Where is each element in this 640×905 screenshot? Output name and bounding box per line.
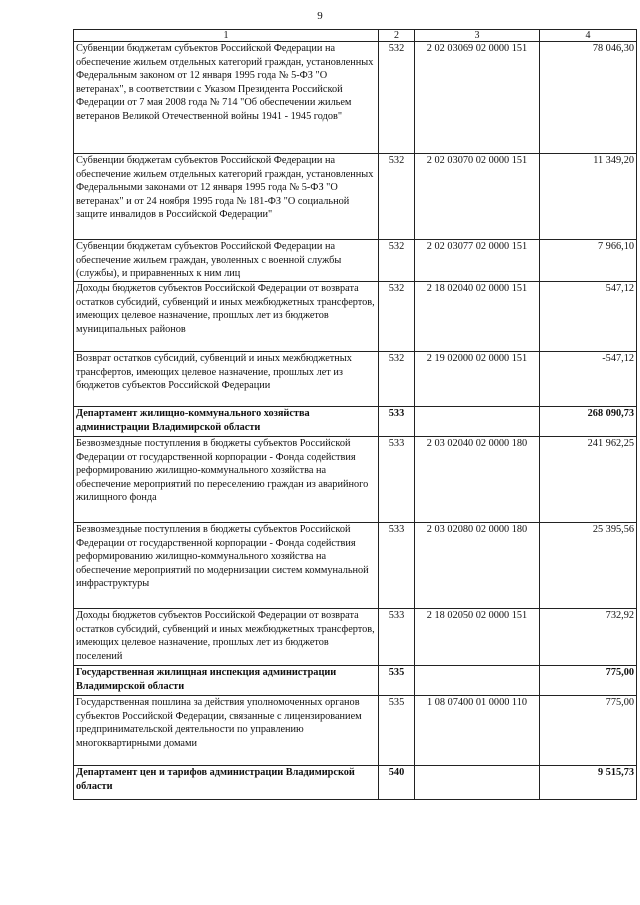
row-code-cell: 532 (379, 154, 415, 240)
row-kbk-cell: 2 03 02040 02 0000 180 (415, 437, 540, 523)
table-row (74, 766, 637, 800)
row-amount-cell: 732,92 (540, 609, 637, 666)
row-kbk-cell: 2 19 02000 02 0000 151 (415, 352, 540, 407)
table-row (74, 523, 637, 609)
row-name-cell: Департамент жилищно-коммунального хозяйства администрации Владимирской области (74, 407, 379, 437)
row-code-cell: 535 (379, 666, 415, 696)
row-kbk-cell: 2 03 02080 02 0000 180 (415, 523, 540, 609)
row-name-cell: Безвозмездные поступления в бюджеты субъектов Российской Федерации от государственной корпорации - Фонда содействия реформированию жилищно-коммунального хозяйства на обеспечение мероприятий по переселению граждан из аварийного жилищного фонда (74, 437, 379, 523)
table-row (74, 282, 637, 352)
table-row (74, 42, 637, 154)
row-name-cell: Субвенции бюджетам субъектов Российской Федерации на обеспечение жильем отдельных категорий граждан, установленных Федеральным законом от 12 января 1995 года № 5-ФЗ "О ветеранах", в соответствии с Указом Президента Российской Федерации от 7 мая 2008 года № 714 "Об обеспечении жильем ветеранов Великой Отечественной войны 1941 - 1945 годов" (74, 42, 379, 154)
table-row (74, 154, 637, 240)
row-amount-cell: 11 349,20 (540, 154, 637, 240)
table-row (74, 696, 637, 766)
table-row (74, 437, 637, 523)
table-row (74, 609, 637, 666)
row-name-cell: Департамент цен и тарифов администрации Владимирской области (74, 766, 379, 800)
row-kbk-cell (415, 666, 540, 696)
table-row (74, 666, 637, 696)
row-amount-cell: 241 962,25 (540, 437, 637, 523)
revenue-table (73, 29, 637, 800)
row-amount-cell: 7 966,10 (540, 240, 637, 282)
row-amount-cell: 268 090,73 (540, 407, 637, 437)
row-code-cell: 535 (379, 696, 415, 766)
row-kbk-cell: 2 18 02050 02 0000 151 (415, 609, 540, 666)
column-header: 4 (540, 30, 637, 42)
row-amount-cell: 9 515,73 (540, 766, 637, 800)
table-header-row (74, 30, 637, 42)
table-row (74, 407, 637, 437)
row-code-cell: 532 (379, 240, 415, 282)
column-header: 2 (379, 30, 415, 42)
row-name-cell: Возврат остатков субсидий, субвенций и иных межбюджетных трансфертов, имеющих целевое назначение, прошлых лет из бюджетов субъектов Российской Федерации (74, 352, 379, 407)
row-kbk-cell: 2 02 03077 02 0000 151 (415, 240, 540, 282)
row-amount-cell: 547,12 (540, 282, 637, 352)
page-number: 9 (317, 10, 323, 22)
row-code-cell: 532 (379, 282, 415, 352)
row-code-cell: 533 (379, 407, 415, 437)
row-name-cell: Государственная пошлина за действия уполномоченных органов субъектов Российской Федерации, связанные с лицензированием предпринимательской деятельности по управлению многоквартирными домами (74, 696, 379, 766)
table-body (74, 42, 637, 800)
column-header: 1 (74, 30, 379, 42)
column-header: 3 (415, 30, 540, 42)
row-name-cell: Субвенции бюджетам субъектов Российской Федерации на обеспечение жильем отдельных категорий граждан, установленных Федеральными законами от 12 января 1995 года № 5-ФЗ "О ветеранах" и от 24 ноября 1995 года № 181-ФЗ "О социальной защите инвалидов в Российской Федерации" (74, 154, 379, 240)
row-kbk-cell: 2 18 02040 02 0000 151 (415, 282, 540, 352)
row-amount-cell: 775,00 (540, 666, 637, 696)
row-code-cell: 533 (379, 523, 415, 609)
table-row (74, 352, 637, 407)
row-kbk-cell: 1 08 07400 01 0000 110 (415, 696, 540, 766)
row-code-cell: 533 (379, 437, 415, 523)
row-amount-cell: 25 395,56 (540, 523, 637, 609)
row-name-cell: Субвенции бюджетам субъектов Российской Федерации на обеспечение жильем граждан, уволенных с военной службы (службы), и приравненных к ним лиц (74, 240, 379, 282)
row-name-cell: Доходы бюджетов субъектов Российской Федерации от возврата остатков субсидий, субвенций и иных межбюджетных трансфертов, имеющих целевое назначение, прошлых лет из бюджетов муниципальных районов (74, 282, 379, 352)
row-code-cell: 532 (379, 42, 415, 154)
row-name-cell: Доходы бюджетов субъектов Российской Федерации от возврата остатков субсидий, субвенций и иных межбюджетных трансфертов, имеющих целевое назначение, прошлых лет из бюджетов поселений (74, 609, 379, 666)
row-amount-cell: 775,00 (540, 696, 637, 766)
row-name-cell: Безвозмездные поступления в бюджеты субъектов Российской Федерации от государственной корпорации - Фонда содействия реформированию жилищно-коммунального хозяйства на обеспечение мероприятий по модернизации систем коммунальной инфраструктуры (74, 523, 379, 609)
row-kbk-cell (415, 407, 540, 437)
row-amount-cell: -547,12 (540, 352, 637, 407)
row-kbk-cell (415, 766, 540, 800)
row-code-cell: 540 (379, 766, 415, 800)
row-amount-cell: 78 046,30 (540, 42, 637, 154)
row-kbk-cell: 2 02 03069 02 0000 151 (415, 42, 540, 154)
row-code-cell: 533 (379, 609, 415, 666)
row-code-cell: 532 (379, 352, 415, 407)
row-kbk-cell: 2 02 03070 02 0000 151 (415, 154, 540, 240)
table-row (74, 240, 637, 282)
row-name-cell: Государственная жилищная инспекция администрации Владимирской области (74, 666, 379, 696)
